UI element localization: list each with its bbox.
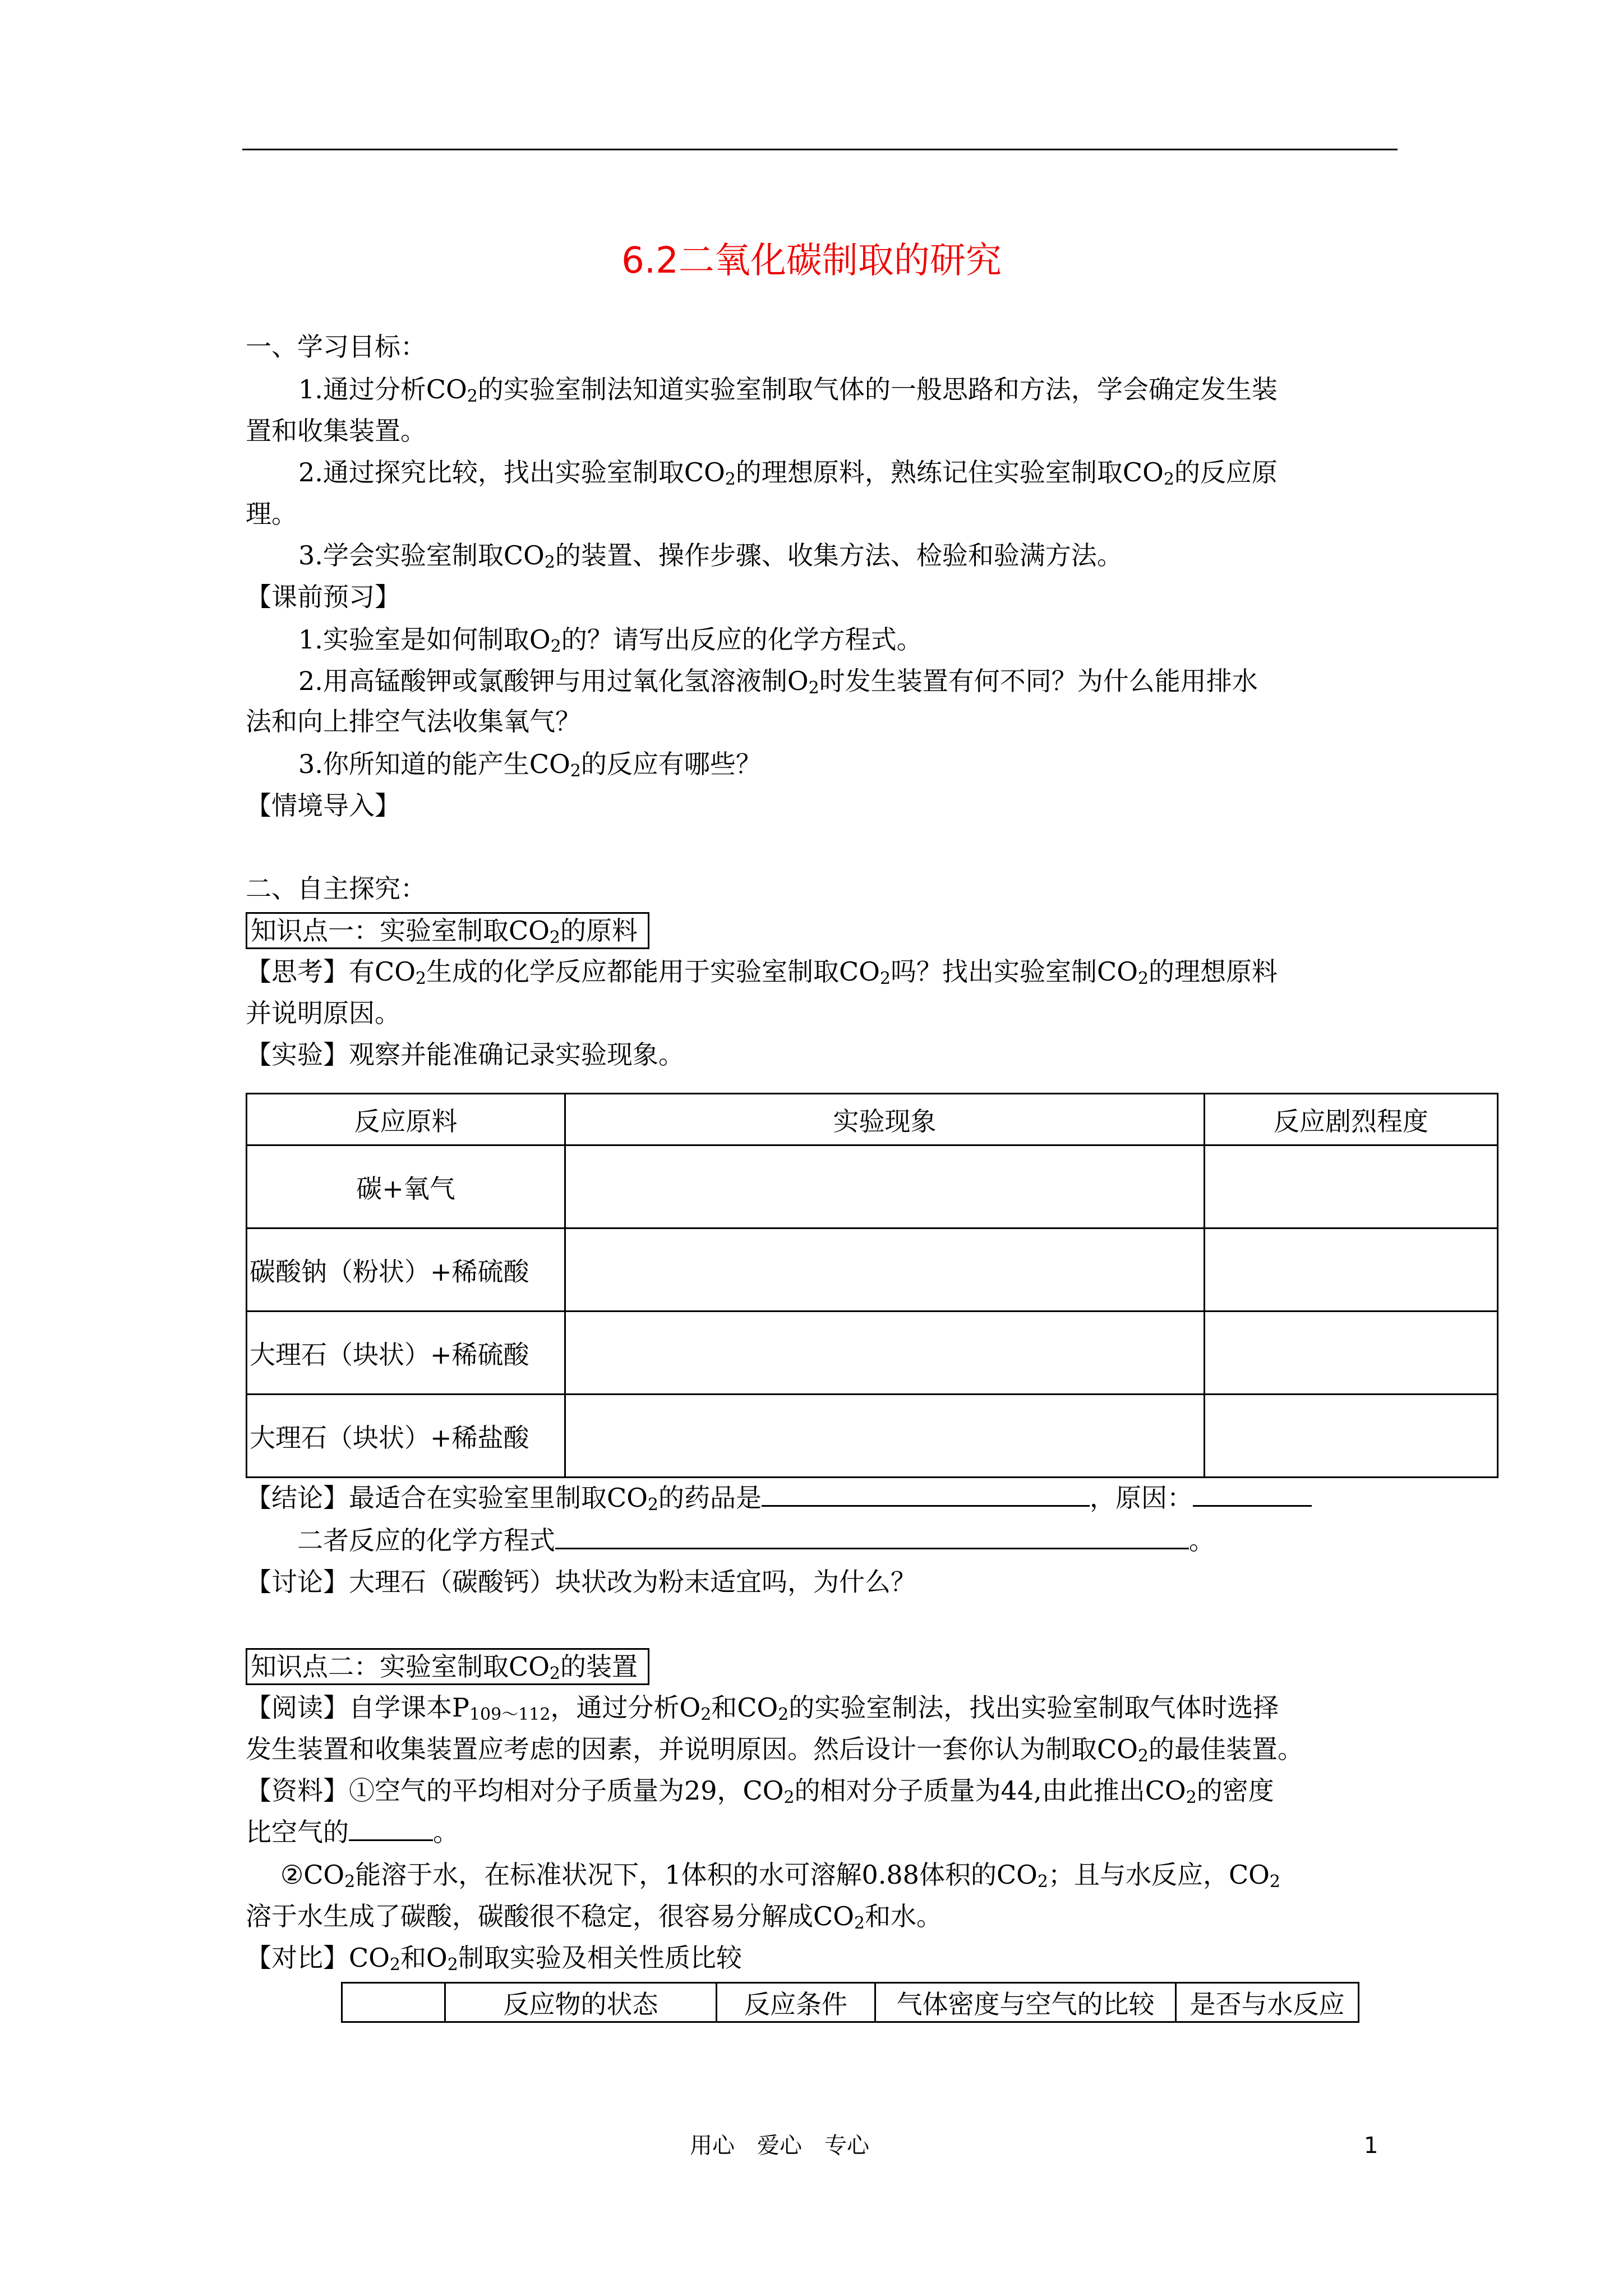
table-row: [247, 1395, 1498, 1478]
goal-2: 2.通过探究比较，找出实验室制取$CO_2$的理想原料，熟练记住实验室制取$CO_2$的反应原: [298, 457, 1278, 489]
table-header-cell: [342, 1983, 445, 2022]
table-cell-observation[interactable]: [565, 1395, 1205, 1478]
goal-2-cont: 理。: [246, 499, 297, 529]
reading-prompt: 【阅读】自学课本$P_{109\sim 112}$，通过分析$O_2$和$CO_2$的实验室制法，找出实验室制取气体时选择: [246, 1692, 1279, 1724]
table-cell-material: 大理石（块状）+稀盐酸: [247, 1395, 565, 1478]
table-header-cell: 反应剧烈程度: [1205, 1094, 1498, 1145]
equation-blank[interactable]: [555, 1524, 1189, 1549]
table-header-cell: 反应物的状态: [445, 1983, 717, 2022]
table-header-cell: 反应条件: [717, 1983, 875, 2022]
knowledge-point-1: 知识点一：实验室制取$CO_2$的原料: [246, 912, 649, 949]
table-row: [247, 1145, 1498, 1228]
goal-1-cont: 置和收集装置。: [246, 416, 426, 446]
footer-page-number: 1: [1364, 2133, 1378, 2159]
table-row: [247, 1228, 1498, 1312]
table-cell-observation[interactable]: [565, 1312, 1205, 1395]
think-prompt: 【思考】有$CO_2$生成的化学反应都能用于实验室制取$CO_2$吗？找出实验室制$CO_2$的理想原料: [246, 956, 1278, 988]
density-blank[interactable]: [349, 1816, 433, 1841]
table-cell-intensity[interactable]: [1205, 1312, 1498, 1395]
discussion-prompt: 【讨论】大理石（碳酸钙）块状改为粉末适宜吗，为什么？: [246, 1567, 916, 1597]
comparison-table: [341, 1982, 1359, 2023]
table-cell-material: 碳酸钠（粉状）+稀硫酸: [247, 1228, 565, 1312]
equation-line: 二者反应的化学方程式 。: [297, 1525, 1215, 1556]
table-header-cell: 是否与水反应: [1176, 1983, 1359, 2022]
section1-heading: 一、学习目标：: [246, 332, 426, 362]
table-header-row: [342, 1983, 1359, 2022]
table-cell-material: 碳+氧气: [247, 1145, 565, 1228]
table-cell-material: 大理石（块状）+稀硫酸: [247, 1312, 565, 1395]
conclusion-blank-reagent[interactable]: [762, 1481, 1090, 1507]
preview-q2: 2.用高锰酸钾或氯酸钾与用过氧化氢溶液制$O_2$时发生装置有何不同？为什么能用排水: [298, 666, 1258, 698]
think-prompt-cont: 并说明原因。: [246, 998, 400, 1028]
data-note-1-cont: 比空气的 。: [246, 1817, 459, 1847]
table-cell-observation[interactable]: [565, 1145, 1205, 1228]
experiment-prompt: 【实验】观察并能准确记录实验现象。: [246, 1039, 684, 1070]
table-cell-intensity[interactable]: [1205, 1145, 1498, 1228]
table-cell-observation[interactable]: [565, 1228, 1205, 1312]
preview-q3: 3.你所知道的能产生$CO_2$的反应有哪些？: [298, 749, 762, 781]
intro-heading: 【情境导入】: [246, 790, 400, 821]
table-header-cell: 气体密度与空气的比较: [875, 1983, 1176, 2022]
data-note-2: $②CO_2$能溶于水，在标准状况下，1体积的水可溶解0.88体积的$CO_2$；且与水反应，$CO_2$: [280, 1860, 1280, 1892]
knowledge-point-2: 知识点二：实验室制取$CO_2$的装置: [246, 1648, 649, 1685]
preview-heading: 【课前预习】: [246, 582, 400, 612]
page-title: 6.2二氧化碳制取的研究: [621, 240, 1002, 282]
table-header-cell: 实验现象: [565, 1094, 1205, 1145]
table-cell-intensity[interactable]: [1205, 1395, 1498, 1478]
table-header-cell: 反应原料: [247, 1094, 565, 1145]
header-rule: [242, 149, 1398, 150]
conclusion-blank-reason[interactable]: [1193, 1481, 1312, 1507]
preview-q1: 1.实验室是如何制取$O_2$的？请写出反应的化学方程式。: [298, 624, 923, 656]
footer-motto: 用心 爱心 专心: [690, 2133, 869, 2159]
experiment-table: [246, 1093, 1498, 1478]
section2-heading: 二、自主探究：: [246, 873, 426, 904]
data-note-2-cont: 溶于水生成了碳酸，碳酸很不稳定，很容易分解成$CO_2$和水。: [246, 1901, 943, 1933]
table-header-row: [247, 1094, 1498, 1145]
data-note-1: 【资料】①空气的平均相对分子质量为29，$CO_2$的相对分子质量为44,由此推出$CO_2$的密度: [246, 1775, 1274, 1807]
goal-3: 3.学会实验室制取$CO_2$的装置、操作步骤、收集方法、检验和验满方法。: [298, 540, 1123, 572]
goal-1: 1.通过分析$CO_2$的实验室制法知道实验室制取气体的一般思路和方法，学会确定发生装: [298, 374, 1278, 406]
table-row: [247, 1312, 1498, 1395]
compare-prompt: 【对比】$CO_2$和$O_2$制取实验及相关性质比较: [246, 1943, 742, 1975]
conclusion-line: 【结论】最适合在实验室里制取$CO_2$的药品是 ，原因：: [246, 1481, 1312, 1515]
preview-q2-cont: 法和向上排空气法收集氧气？: [246, 706, 581, 737]
table-cell-intensity[interactable]: [1205, 1228, 1498, 1312]
reading-prompt-cont: 发生装置和收集装置应考虑的因素，并说明原因。然后设计一套你认为制取$CO_2$的最佳装置。: [246, 1734, 1304, 1766]
